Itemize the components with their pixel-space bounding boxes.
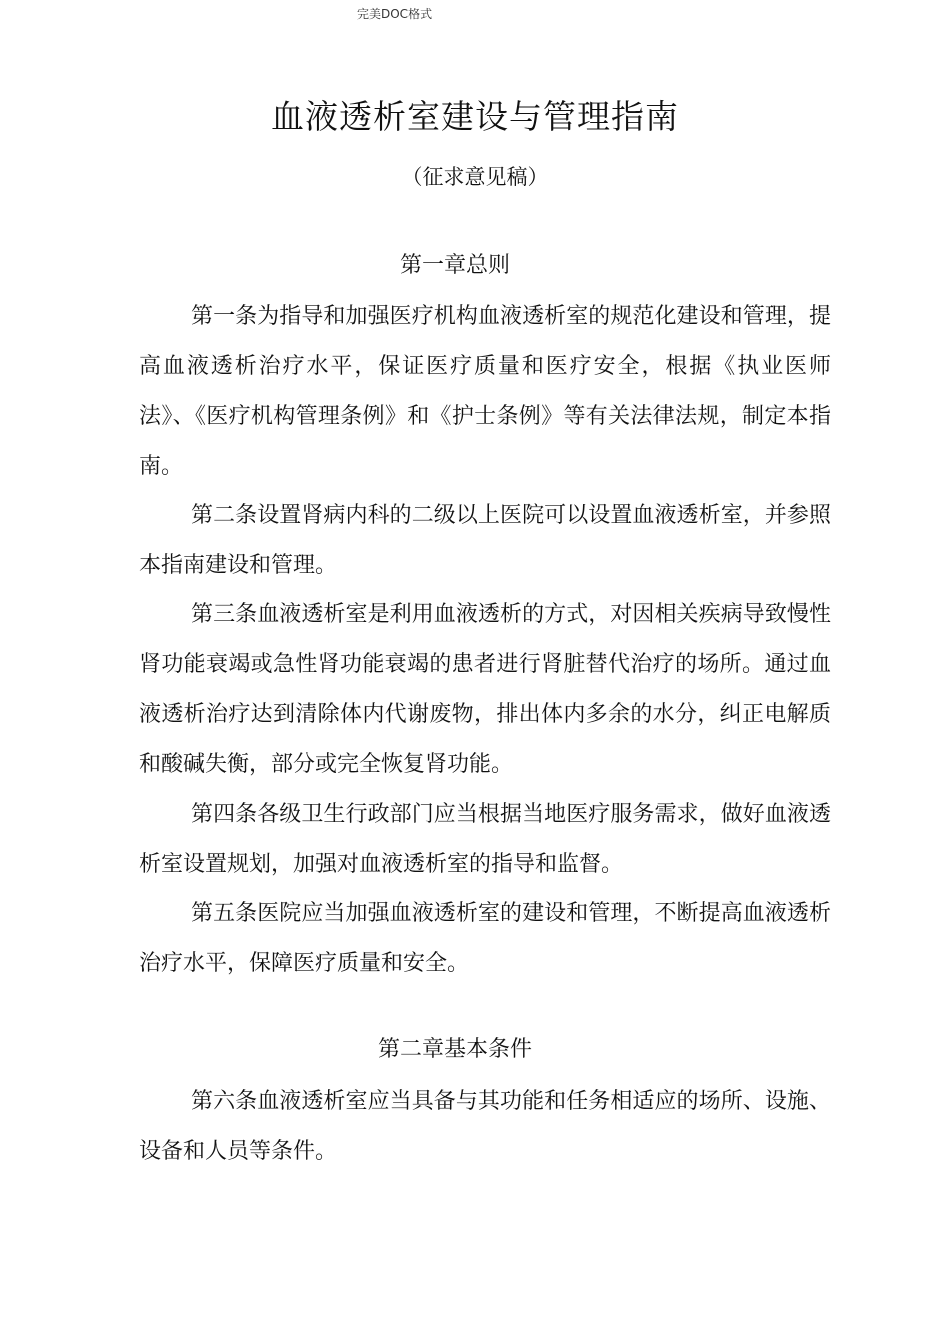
header-note: 完美DOC格式 [357,7,433,21]
article-1: 第一条为指导和加强医疗机构血液透析室的规范化建设和管理，提高血液透析治疗水平，保证医疗质量和医疗安全，根据《执业医师法》、《医疗机构管理条例》和《护士条例》等有关法律法规，制定本指南。 [139,304,831,479]
article-5: 第五条医院应当加强血液透析室的建设和管理，不断提高血液透析治疗水平，保障医疗质量和安全。 [139,901,831,976]
article-6: 第六条血液透析室应当具备与其功能和任务相适应的场所、设施、设备和人员等条件。 [139,1089,831,1164]
document-subtitle: （征求意见稿） [401,165,549,189]
chapter-heading-1: 第一章总则 [399,253,510,278]
document-title: 血液透析室建设与管理指南 [271,97,679,136]
article-3: 第三条血液透析室是利用血液透析的方式，对因相关疾病导致慢性肾功能衰竭或急性肾功能衰竭的患者进行肾脏替代治疗的场所。通过血液透析治疗达到清除体内代谢废物，排出体内多余的水分，纠正电解质和酸碱失衡，部分或完全恢复肾功能。 [139,602,831,777]
article-4: 第四条各级卫生行政部门应当根据当地医疗服务需求，做好血液透析室设置规划，加强对血液透析室的指导和监督。 [139,802,831,877]
article-2: 第二条设置肾病内科的二级以上医院可以设置血液透析室，并参照本指南建设和管理。 [139,503,831,578]
chapter-heading-2: 第二章基本条件 [377,1037,532,1062]
